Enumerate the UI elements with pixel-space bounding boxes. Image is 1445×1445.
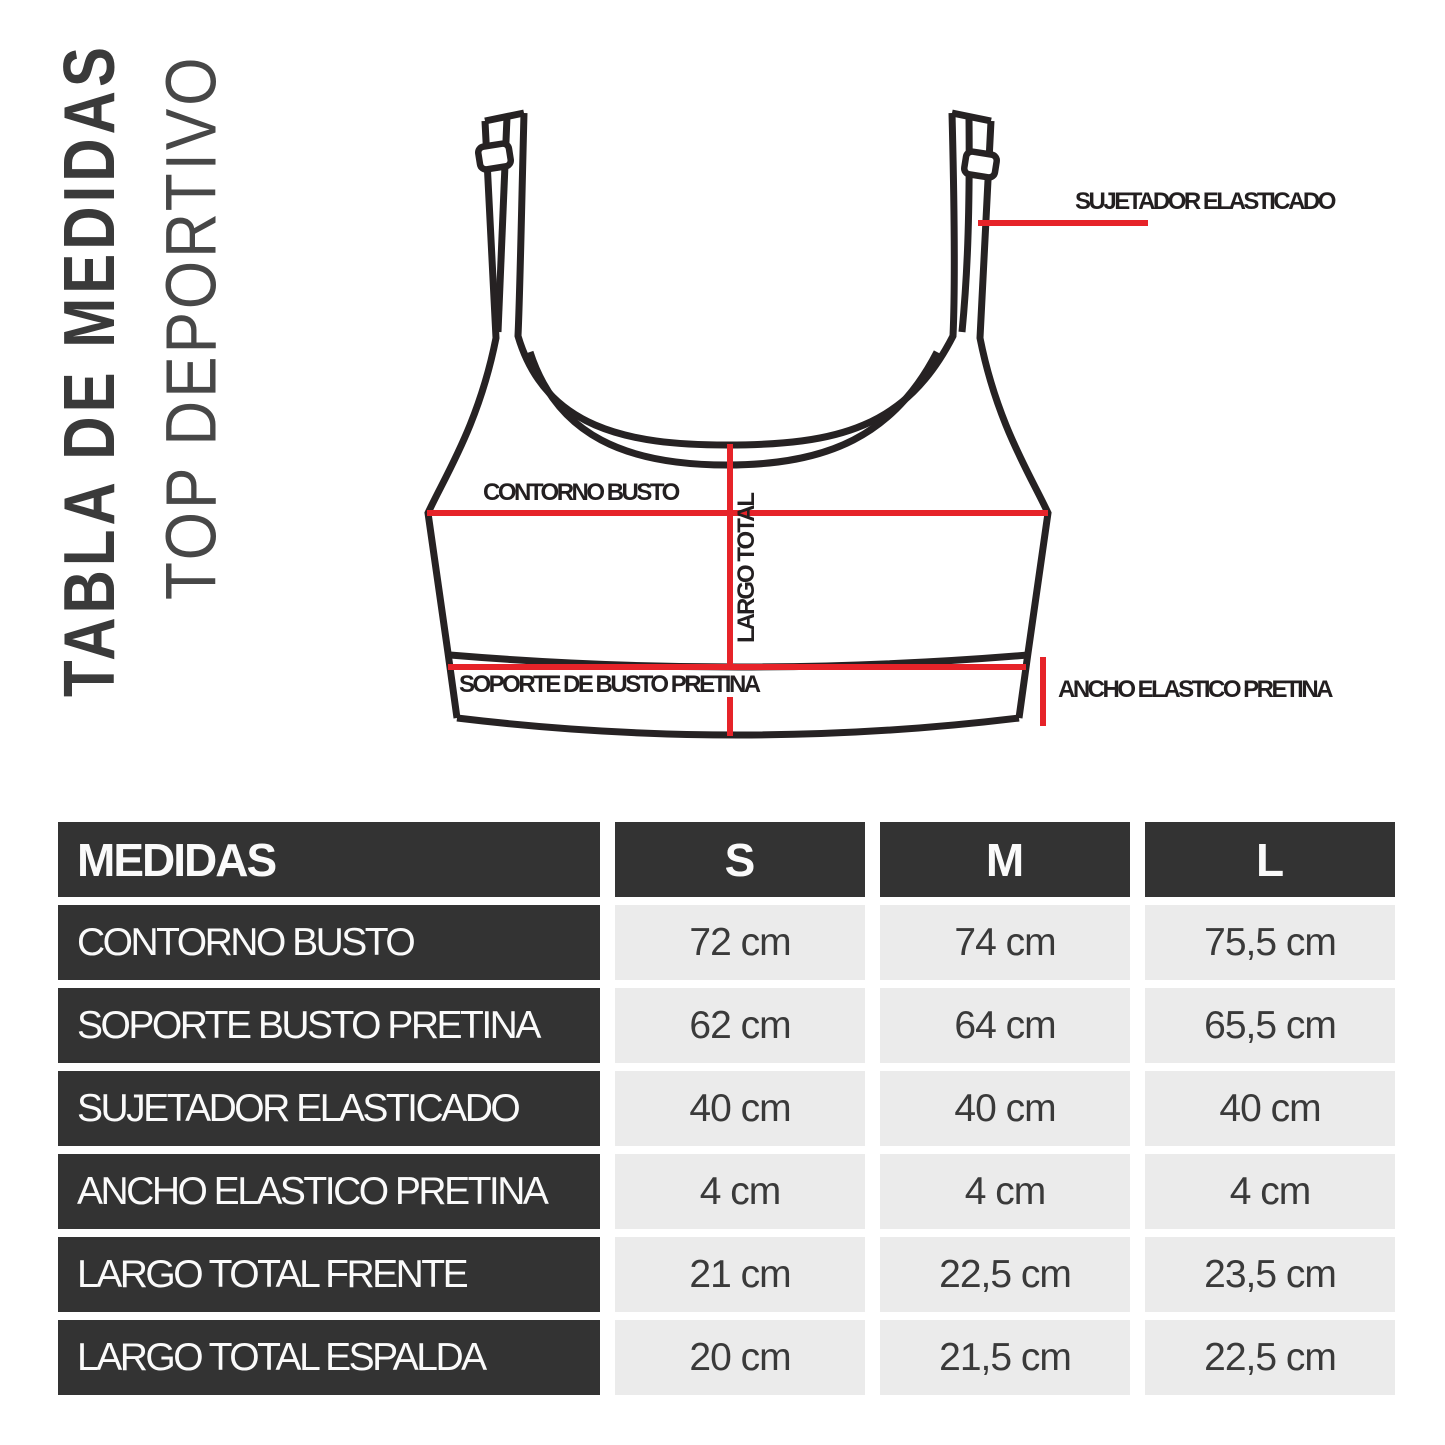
table-cell-value: 72 cm <box>615 905 865 980</box>
table-cell-value: 4 cm <box>615 1154 865 1229</box>
table-cell-value: 75,5 cm <box>1145 905 1395 980</box>
table-cell-value: 22,5 cm <box>880 1237 1130 1312</box>
table-cell-value: 65,5 cm <box>1145 988 1395 1063</box>
label-soporte-busto-pretina: SOPORTE DE BUSTO PRETINA <box>459 671 759 698</box>
page-title: TABLA DE MEDIDAS <box>49 43 130 697</box>
table-cell-value: 40 cm <box>615 1071 865 1146</box>
table-cell-value: 74 cm <box>880 905 1130 980</box>
table-cell-value: 20 cm <box>615 1320 865 1395</box>
right-silhouette-path <box>980 121 1048 718</box>
table-cell-value: 4 cm <box>1145 1154 1395 1229</box>
band-bottom-hem <box>457 718 1019 735</box>
table-cell-value: 23,5 cm <box>1145 1237 1395 1312</box>
table-row-label: LARGO TOTAL ESPALDA <box>58 1320 600 1395</box>
page-subtitle: TOP DEPORTIVO <box>152 54 232 600</box>
table-header-size-m: M <box>880 822 1130 897</box>
table-cell-value: 21 cm <box>615 1237 865 1312</box>
table-cell-value: 40 cm <box>1145 1071 1395 1146</box>
label-largo-total: LARGO TOTAL <box>733 493 760 643</box>
table-row-label: SUJETADOR ELASTICADO <box>58 1071 600 1146</box>
table-cell-value: 4 cm <box>880 1154 1130 1229</box>
right-strap-slider-icon <box>963 151 997 179</box>
left-silhouette-path <box>428 121 496 718</box>
label-sujetador-elasticado: SUJETADOR ELASTICADO <box>1075 188 1334 215</box>
table-row-label: SOPORTE BUSTO PRETINA <box>58 988 600 1063</box>
table-row-label: CONTORNO BUSTO <box>58 905 600 980</box>
table-header-medidas: MEDIDAS <box>58 822 600 897</box>
table-header-size-l: L <box>1145 822 1395 897</box>
table-cell-value: 21,5 cm <box>880 1320 1130 1395</box>
label-contorno-busto: CONTORNO BUSTO <box>483 479 678 506</box>
table-header-size-s: S <box>615 822 865 897</box>
table-cell-value: 64 cm <box>880 988 1130 1063</box>
neckline-upper <box>518 113 954 445</box>
table-row-label: LARGO TOTAL FRENTE <box>58 1237 600 1312</box>
table-cell-value: 22,5 cm <box>1145 1320 1395 1395</box>
table-cell-value: 62 cm <box>615 988 865 1063</box>
table-row-label: ANCHO ELASTICO PRETINA <box>58 1154 600 1229</box>
label-ancho-elastico-pretina: ANCHO ELASTICO PRETINA <box>1058 676 1332 703</box>
left-strap-slider-icon <box>477 143 511 171</box>
table-cell-value: 40 cm <box>880 1071 1130 1146</box>
size-table <box>58 822 1395 1395</box>
